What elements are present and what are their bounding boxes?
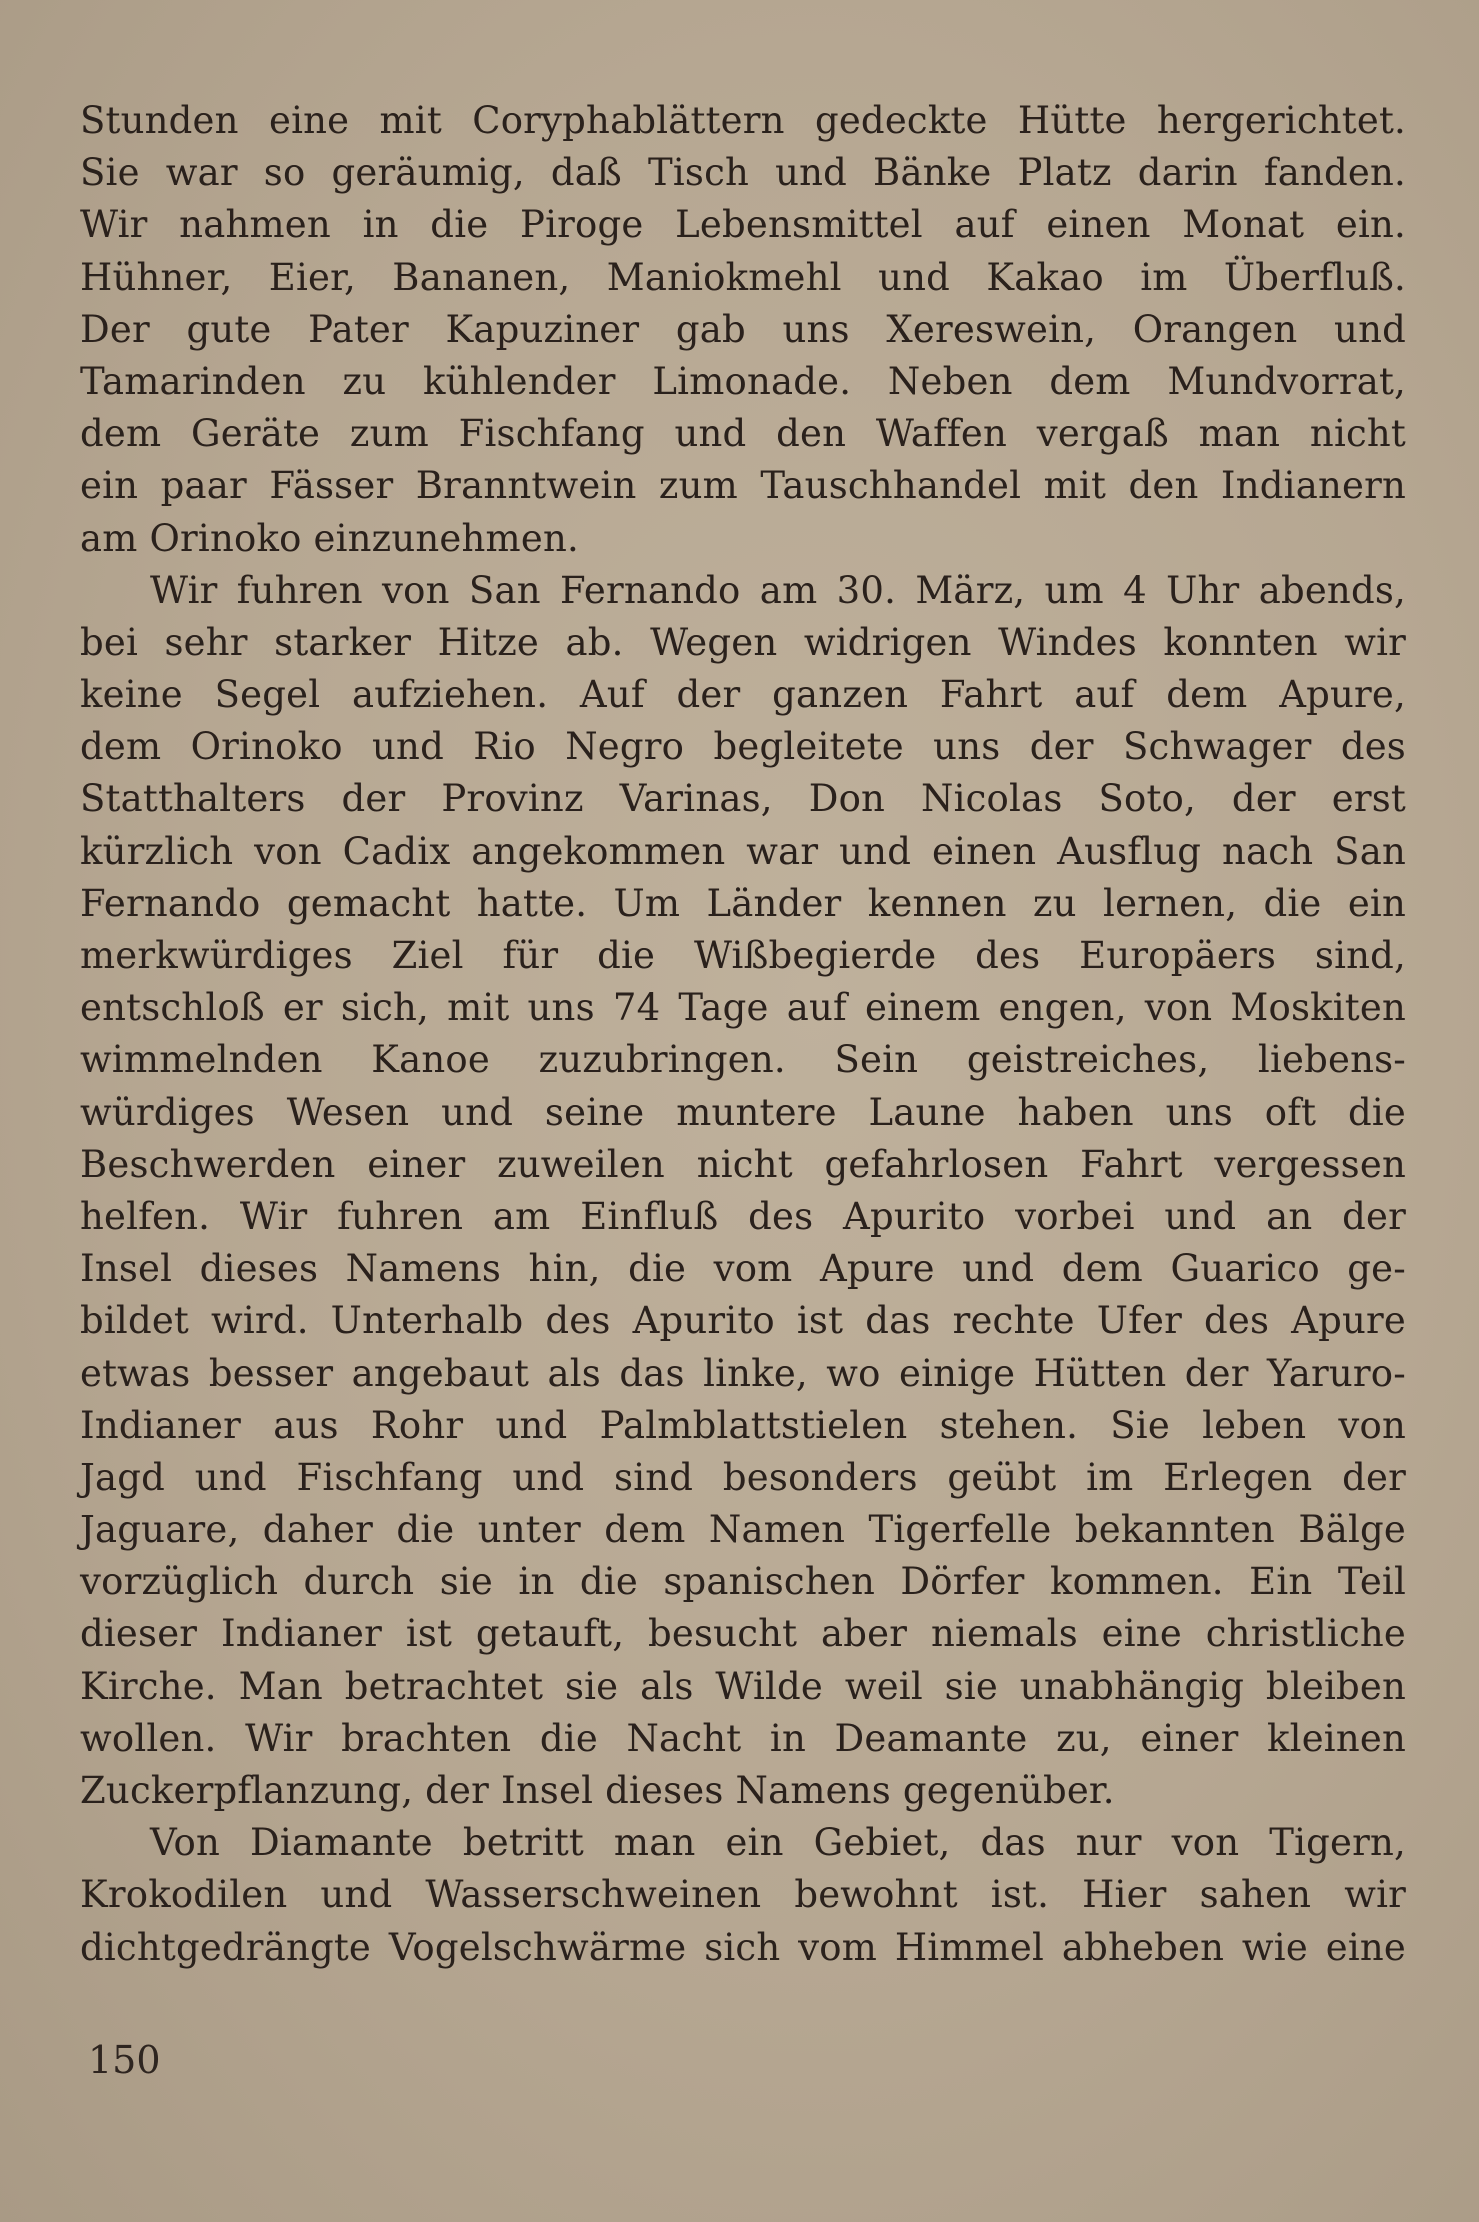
text-line: vorzüglich durch sie in die spanischen Dörfer kommen. Ein Teil [80,1560,1406,1604]
text-line: dem Orinoko und Rio Negro begleitete uns der Schwager des [80,725,1406,769]
text-line: Sie war so geräumig, daß Tisch und Bänke Platz darin fanden. [80,151,1406,195]
text-line: Wir nahmen in die Piroge Lebensmittel auf einen Monat ein. [80,203,1406,247]
text-page [80,95,1406,1974]
text-line: Zuckerpflanzung, der Insel dieses Namens gegenüber. [80,1769,1115,1812]
page-number: 150 [88,2038,161,2082]
text-line: wimmelnden Kanoe zuzubringen. Sein geistreiches, liebens- [80,1038,1406,1082]
text-line: bildet wird. Unterhalb des Apurito ist das rechte Ufer des Apure [80,1299,1406,1343]
text-line: Jaguare, daher die unter dem Namen Tigerfelle bekannten Bälge [80,1508,1406,1552]
text-line: ein paar Fässer Branntwein zum Tauschhandel mit den Indianern [80,464,1406,508]
text-line: am Orinoko einzunehmen. [80,516,579,560]
text-line: würdiges Wesen und seine muntere Laune haben uns oft die [80,1090,1406,1134]
text-line: Statthalters der Provinz Varinas, Don Nicolas Soto, der erst [80,777,1406,821]
text-line: bei sehr starker Hitze ab. Wegen widrigen Windes konnten wir [80,620,1406,664]
text-line: Der gute Pater Kapuziner gab uns Xereswein, Orangen und [80,307,1406,351]
text-line: Stunden eine mit Coryphablättern gedeckte Hütte hergerichtet. [80,99,1406,142]
text-line: keine Segel aufziehen. Auf der ganzen Fahrt auf dem Apure, [80,673,1406,717]
text-line: dem Geräte zum Fischfang und den Waffen vergaß man nicht [80,412,1406,456]
text-line: Indianer aus Rohr und Palmblattstielen stehen. Sie leben von [80,1403,1406,1447]
text-line: Kirche. Man betrachtet sie als Wilde weil sie unabhängig bleiben [80,1664,1406,1708]
text-line: Tamarinden zu kühlender Limonade. Neben dem Mundvorrat, [80,359,1406,403]
text-line: Von Diamante betritt man ein Gebiet, das nur von Tigern, [150,1821,1406,1865]
text-line: Fernando gemacht hatte. Um Länder kennen zu lernen, die ein [80,881,1406,925]
text-line: Beschwerden einer zuweilen nicht gefahrlosen Fahrt vergessen [80,1142,1406,1186]
text-line: etwas besser angebaut als das linke, wo einige Hütten der Yaruro- [80,1351,1406,1395]
text-line: entschloß er sich, mit uns 74 Tage auf einem engen, von Moskiten [80,986,1406,1030]
text-line: wollen. Wir brachten die Nacht in Deamante zu, einer kleinen [80,1716,1406,1760]
text-line: Hühner, Eier, Bananen, Maniokmehl und Kakao im Überfluß. [80,255,1406,299]
text-line: Wir fuhren von San Fernando am 30. März, um 4 Uhr abends, [150,568,1406,612]
text-line: dichtgedrängte Vogelschwärme sich vom Himmel abheben wie eine [80,1925,1406,1969]
text-line: merkwürdiges Ziel für die Wißbegierde des Europäers sind, [80,934,1406,977]
text-line: Jagd und Fischfang und sind besonders geübt im Erlegen der [80,1455,1406,1499]
text-line: helfen. Wir fuhren am Einfluß des Apurito vorbei und an der [80,1194,1406,1238]
text-line: Insel dieses Namens hin, die vom Apure und dem Guarico ge- [80,1247,1406,1291]
text-line: dieser Indianer ist getauft, besucht aber niemals eine christliche [80,1612,1406,1656]
text-line: kürzlich von Cadix angekommen war und einen Ausflug nach San [80,829,1406,873]
text-line: Krokodilen und Wasserschweinen bewohnt ist. Hier sahen wir [80,1873,1406,1917]
